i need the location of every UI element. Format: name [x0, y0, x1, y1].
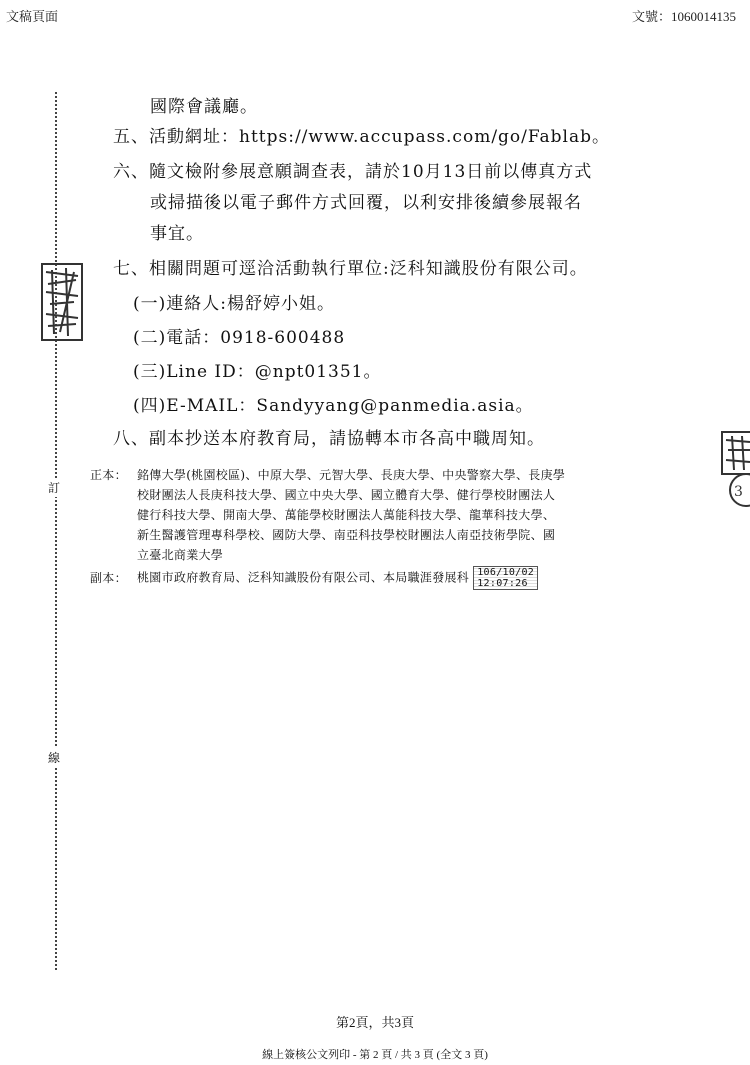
main-recipients-label: 正本：: [90, 468, 127, 482]
stamp-date: 106/10/02: [477, 567, 535, 578]
binding-line: [55, 92, 57, 970]
main-recipients-line-3: 健行科技大學、開南大學、萬能學校財團法人萬能科技大學、龍華科技大學、: [137, 508, 556, 522]
main-recipients-line-4: 新生醫護管理專科學校、國防大學、南亞科技學校財團法人南亞技術學院、國: [137, 528, 556, 542]
copy-recipients-text: 桃園市政府教育局、泛科知識股份有限公司、本局職涯發展科: [137, 570, 470, 585]
stamp-time: 12:07:26: [477, 578, 528, 589]
body-sub-3-line-id: (三)Line ID：@npt01351。: [133, 362, 382, 382]
body-sub-2-phone: (二)電話：0918-600488: [133, 328, 346, 348]
copy-recipients-label: 副本：: [90, 570, 127, 585]
body-item-7: 七、相關問題可逕洽活動執行單位:泛科知識股份有限公司。: [113, 259, 588, 279]
official-seal-stamp-left: [40, 262, 84, 342]
main-recipients-line-1: [90, 466, 565, 483]
body-item-6-line-3: 事宜。: [150, 224, 204, 244]
svg-text:3: 3: [734, 484, 743, 500]
binding-mark-xian: 線: [48, 748, 60, 767]
body-sub-1-contact: (一)連絡人:楊舒婷小姐。: [133, 294, 335, 314]
main-recipients-text: 銘傳大學(桃園校區)、中原大學、元智大學、長庚大學、中央警察大學、長庚學: [137, 468, 566, 482]
main-recipients-line-5: 立臺北商業大學: [137, 548, 224, 562]
body-item-6-line-1: 六、隨文檢附參展意願調查表，請於10月13日前以傳真方式: [113, 162, 593, 182]
copy-recipients-line: [90, 566, 538, 590]
header-doc-number: 文號：1060014135: [631, 9, 736, 24]
official-seal-stamp-right: [716, 430, 750, 508]
footer-print-info: 線上簽核公文列印 - 第 2 頁 / 共 3 頁 (全文 3 頁): [262, 1049, 488, 1061]
body-line-continued: 國際會議廳。: [150, 97, 258, 117]
body-item-8: 八、副本抄送本府教育局，請協轉本市各高中職周知。: [113, 429, 545, 449]
body-item-5: 五、活動網址：https://www.accupass.com/go/Fablab。: [113, 127, 610, 147]
body-sub-4-email: (四)E-MAIL：Sandyyang@panmedia.asia。: [133, 396, 534, 416]
binding-mark-ding: 訂: [48, 478, 60, 497]
header-doc-type: 文稿頁面: [6, 9, 59, 24]
main-recipients-line-2: 校財團法人長庚科技大學、國立中央大學、國立體育大學、健行學校財團法人: [137, 488, 556, 502]
footer-page-number: 第2頁，共3頁: [335, 1015, 414, 1030]
body-item-6-line-2: 或掃描後以電子郵件方式回覆，以利安排後續參展報名: [150, 193, 582, 213]
receipt-timestamp-stamp: [473, 566, 538, 590]
